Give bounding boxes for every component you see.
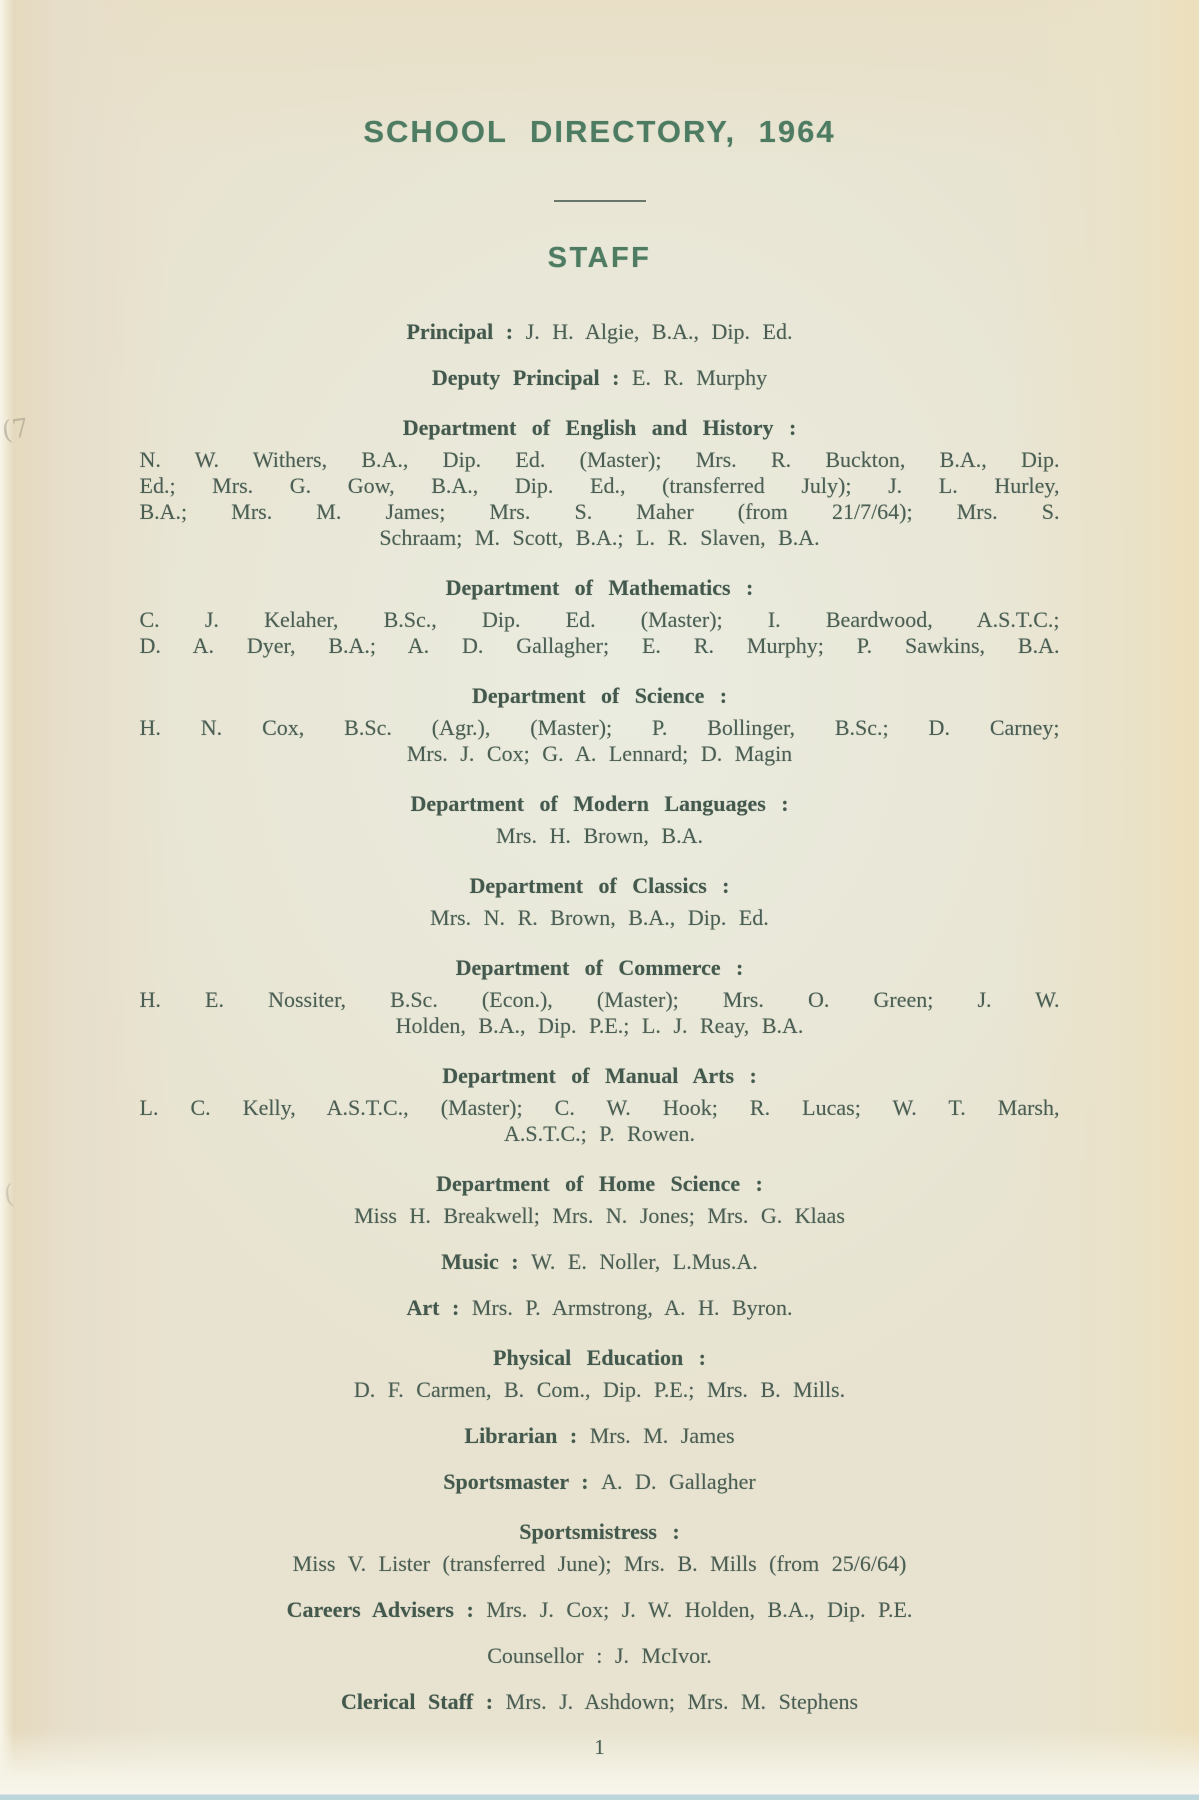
role-label: Music : xyxy=(441,1249,519,1274)
role-names: Mrs. M. James xyxy=(577,1423,735,1448)
staff-names-line: Mrs. N. R. Brown, B.A., Dip. Ed. xyxy=(430,905,769,930)
department-staff-paragraph xyxy=(140,715,1060,767)
department-staff-paragraph xyxy=(140,1203,1060,1229)
staff-names-line: Miss H. Breakwell; Mrs. N. Jones; Mrs. G. Klaas xyxy=(354,1203,845,1228)
department-heading-department-of-mathematics: Department of Mathematics : xyxy=(445,575,754,600)
staff-names-line: D. A. Dyer, B.A.; A. D. Gallagher; E. R. Murphy; P. Sawkins, B.A. xyxy=(139,633,1060,658)
staff-names-line: N. W. Withers, B.A., Dip. Ed. (Master); Mrs. R. Buckton, B.A., Dip. xyxy=(139,447,1060,472)
role-label: Principal : xyxy=(406,319,514,344)
staff-names-line: D. F. Carmen, B. Com., Dip. P.E.; Mrs. B. Mills. xyxy=(353,1377,846,1402)
staff-names-line: B.A.; Mrs. M. James; Mrs. S. Maher (from 21/7/64); Mrs. S. xyxy=(139,499,1060,524)
staff-section-heading: STAFF xyxy=(547,242,652,274)
department-heading-department-of-home-science: Department of Home Science : xyxy=(436,1171,763,1196)
role-names: E. R. Murphy xyxy=(619,365,768,390)
page-content xyxy=(140,0,1060,1760)
staff-names-line: H. N. Cox, B.Sc. (Agr.), (Master); P. Bollinger, B.Sc.; D. Carney; xyxy=(139,715,1060,740)
role-names: Mrs. P. Armstrong, A. H. Byron. xyxy=(459,1295,793,1320)
role-names: Mrs. J. Ashdown; Mrs. M. Stephens xyxy=(493,1689,859,1714)
department-heading-sportsmistress: Sportsmistress : xyxy=(519,1519,680,1544)
page-title: SCHOOL DIRECTORY, 1964 xyxy=(363,114,836,149)
staff-names-line: L. C. Kelly, A.S.T.C., (Master); C. W. Hook; R. Lucas; W. T. Marsh, xyxy=(139,1095,1060,1120)
staff-names-line: Schraam; M. Scott, B.A.; L. R. Slaven, B.A. xyxy=(379,525,820,550)
department-staff-paragraph xyxy=(140,823,1060,849)
staff-names-line: C. J. Kelaher, B.Sc., Dip. Ed. (Master); I. Beardwood, A.S.T.C.; xyxy=(139,607,1060,632)
staff-line-counsellor xyxy=(140,1643,1060,1669)
staff-line-librarian xyxy=(140,1423,1060,1449)
staff-names-line: Miss V. Lister (transferred June); Mrs. B. Mills (from 25/6/64) xyxy=(292,1551,907,1576)
role-label: Deputy Principal : xyxy=(431,365,620,390)
department-staff-paragraph xyxy=(140,607,1060,659)
staff-line-principal xyxy=(140,319,1060,345)
pencil-scan-mark: (7 xyxy=(0,413,31,447)
department-staff-paragraph xyxy=(140,1095,1060,1147)
role-names: A. D. Gallagher xyxy=(588,1469,756,1494)
department-staff-paragraph xyxy=(140,447,1060,551)
role-label: Librarian : xyxy=(464,1423,578,1448)
staff-line-clerical-staff xyxy=(140,1689,1060,1715)
staff-names-line: H. E. Nossiter, B.Sc. (Econ.), (Master); Mrs. O. Green; J. W. xyxy=(139,987,1060,1012)
staff-names-line: Mrs. J. Cox; G. A. Lennard; D. Magin xyxy=(406,741,793,766)
page-number: 1 xyxy=(594,1735,605,1759)
role-label: Careers Advisers : xyxy=(286,1597,474,1622)
role-names: W. E. Noller, L.Mus.A. xyxy=(518,1249,758,1274)
title-divider-rule xyxy=(554,200,646,202)
role-names: Mrs. J. Cox; J. W. Holden, B.A., Dip. P.E. xyxy=(473,1597,913,1622)
department-staff-paragraph xyxy=(140,905,1060,931)
staff-names-line: A.S.T.C.; P. Rowen. xyxy=(504,1121,695,1146)
department-heading-department-of-classics: Department of Classics : xyxy=(469,873,730,898)
staff-line-art xyxy=(140,1295,1060,1321)
role-label: Sportsmaster : xyxy=(443,1469,589,1494)
department-staff-paragraph xyxy=(140,987,1060,1039)
staff-names-line: Mrs. H. Brown, B.A. xyxy=(496,823,703,848)
department-heading-department-of-english-and-history: Department of English and History : xyxy=(402,415,797,440)
role-label: Art : xyxy=(406,1295,460,1320)
staff-line-music xyxy=(140,1249,1060,1275)
staff-line-deputy-principal xyxy=(140,365,1060,391)
role-names: J. McIvor. xyxy=(602,1643,712,1668)
department-staff-paragraph xyxy=(140,1377,1060,1403)
department-heading-department-of-commerce: Department of Commerce : xyxy=(455,955,744,980)
role-label: Clerical Staff : xyxy=(340,1689,494,1714)
department-heading-department-of-modern-languages: Department of Modern Languages : xyxy=(410,791,789,816)
pencil-scan-mark: ( xyxy=(1,1179,17,1211)
role-label: Counsellor : xyxy=(487,1643,603,1668)
staff-names-line: Holden, B.A., Dip. P.E.; L. J. Reay, B.A. xyxy=(395,1013,804,1038)
staff-list xyxy=(140,319,1060,1715)
staff-line-sportsmaster xyxy=(140,1469,1060,1495)
staff-names-line: Ed.; Mrs. G. Gow, B.A., Dip. Ed., (transferred July); J. L. Hurley, xyxy=(139,473,1060,498)
department-heading-physical-education: Physical Education : xyxy=(493,1345,706,1370)
department-heading-department-of-manual-arts: Department of Manual Arts : xyxy=(442,1063,757,1088)
staff-line-careers-advisers xyxy=(140,1597,1060,1623)
role-names: J. H. Algie, B.A., Dip. Ed. xyxy=(513,319,793,344)
department-staff-paragraph xyxy=(140,1551,1060,1577)
department-heading-department-of-science: Department of Science : xyxy=(471,683,728,708)
